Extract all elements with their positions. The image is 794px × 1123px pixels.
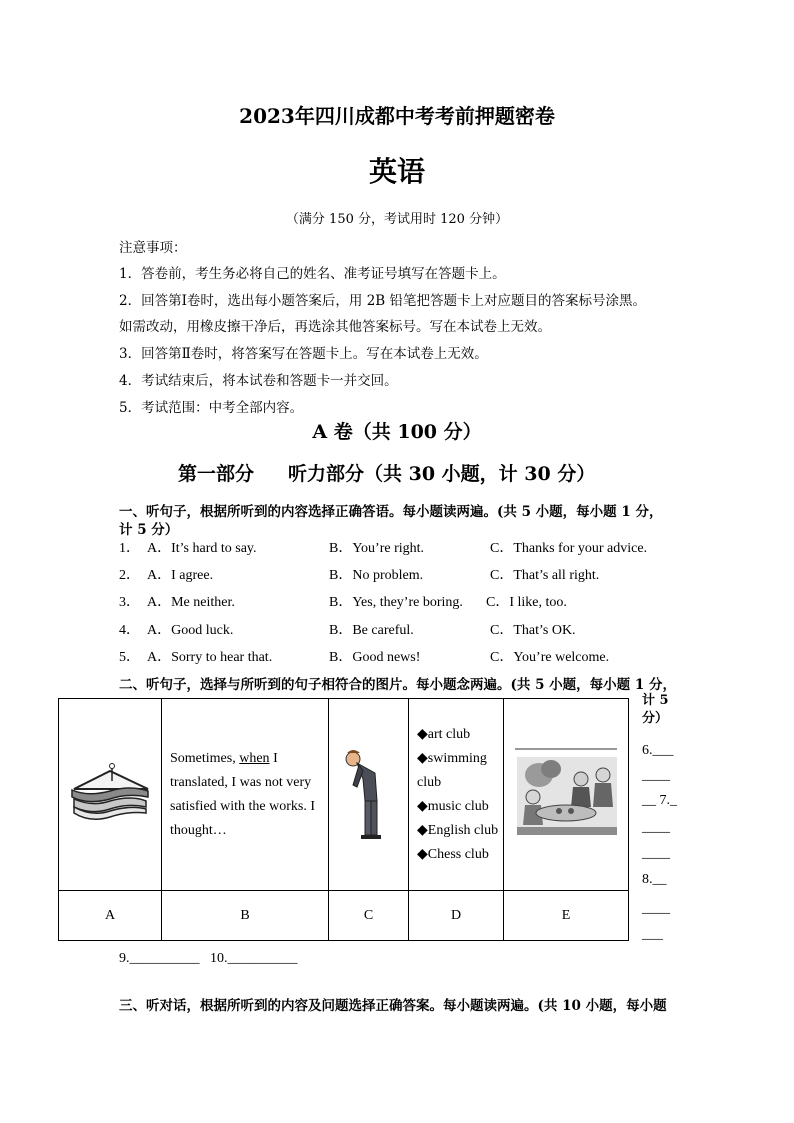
cell-sandwich [59,699,162,891]
club-item: ◆Chess club [417,846,489,862]
club-item: ◆swimming club [417,750,487,790]
question-number: 1． [119,541,140,556]
sandwich-icon [68,763,152,823]
part1-title: 听力部分（共 30 小题，计 30 分） [288,463,596,485]
notice-item: 5．考试范围：中考全部内容。 [119,400,304,416]
option-a: A．I agree. [147,568,214,583]
answer-blank[interactable]: ___ [642,927,663,942]
option-b: B．Be careful. [329,623,414,638]
side-text: 分） [642,711,669,726]
option-a: A．Sorry to hear that. [147,650,273,665]
club-item: ◆music club [417,798,489,814]
option-c: C．You’re welcome. [490,650,610,665]
question-number: 4． [119,623,140,638]
question-number: 3． [119,595,140,610]
option-c: C．I like, too. [486,595,567,610]
side-text: 计 5 [642,693,669,708]
section2-instruction: 二、听句子，选择与所听到的句子相符合的图片。每小题念两遍。(共 5 小题，每小题 1 分， [119,677,676,693]
sentence-start: Sometimes, [170,750,240,766]
cell-dinner-scene [504,699,629,891]
section1-instruction-cont: 计 5 分） [119,522,179,538]
exam-title: 2023年四川成都中考考前押题密卷 [239,104,555,128]
answer-blank[interactable]: ____ [642,846,670,861]
part1-heading [178,459,595,486]
sentence-underlined-word: when [239,750,270,766]
picture-label: D [409,891,504,941]
score-note: （满分 150 分，考试用时 120 分钟） [285,212,509,227]
option-a: A．Good luck. [147,623,234,638]
cell-sentence [162,699,329,891]
option-c: C．That’s OK. [490,623,576,638]
answer-blank[interactable]: ____ [642,901,670,916]
option-c: C．That’s all right. [490,568,600,583]
option-a: A．It’s hard to say. [147,541,257,556]
notice-item: 4．考试结束后，将本试卷和答题卡一并交回。 [119,373,398,389]
picture-table [58,698,629,941]
notice-item: 2．回答第Ⅰ卷时，选出每小题答案后，用 2B 铅笔把答题卡上对应题目的答案标号涂黑。 [119,293,647,309]
answer-blank[interactable]: ____ [642,768,670,783]
picture-label: A [59,891,162,941]
section1-instruction: 一、听句子，根据所听到的内容选择正确答语。每小题读两遍。(共 5 小题，每小题 1 分， [119,504,663,520]
option-c: C．Thanks for your advice. [490,541,648,556]
picture-label: E [504,891,629,941]
part-a-heading: A 卷（共 100 分） [312,421,482,443]
answer-blank[interactable]: 6.___ [642,743,674,758]
answer-blank[interactable]: ____ [642,820,670,835]
picture-label: C [329,891,409,941]
option-b: B．Good news! [329,650,421,665]
option-b: B．Yes, they’re boring. [329,595,463,610]
option-b: B．No problem. [329,568,424,583]
picture-label: B [162,891,329,941]
option-a: A．Me neither. [147,595,235,610]
section3-instruction: 三、听对话，根据所听到的内容及问题选择正确答案。每小题读两遍。(共 10 小题，每小题 [119,998,667,1014]
question-number: 2． [119,568,140,583]
sentence-rest: I translated, I was not very satisfied with the works. I thought… [170,750,316,838]
answer-blank[interactable]: __ 7._ [642,793,677,808]
club-item: ◆art club [417,726,471,742]
club-item: ◆English club [417,822,499,838]
family-dinner-picture [511,745,621,841]
question-number: 5． [119,650,140,665]
notice-item: 如需改动，用橡皮擦干净后，再选涂其他答案标号。写在本试卷上无效。 [119,319,551,335]
notice-item: 1．答卷前，考生务必将自己的姓名、准考证号填写在答题卡上。 [119,266,506,282]
option-b: B．You’re right. [329,541,425,556]
notice-heading: 注意事项： [119,240,187,256]
bowing-man-icon [339,743,399,843]
subject-title: 英语 [368,155,425,188]
part1-label: 第一部分 [178,463,255,485]
cell-clubs [409,699,504,891]
notice-item: 3．回答第Ⅱ卷时，将答案写在答题卡上。写在本试卷上无效。 [119,346,488,362]
answer-blanks-9-10[interactable]: 9.__________ 10.__________ [119,951,298,966]
answer-blank[interactable]: 8.__ [642,872,667,887]
cell-bowing-man [329,699,409,891]
